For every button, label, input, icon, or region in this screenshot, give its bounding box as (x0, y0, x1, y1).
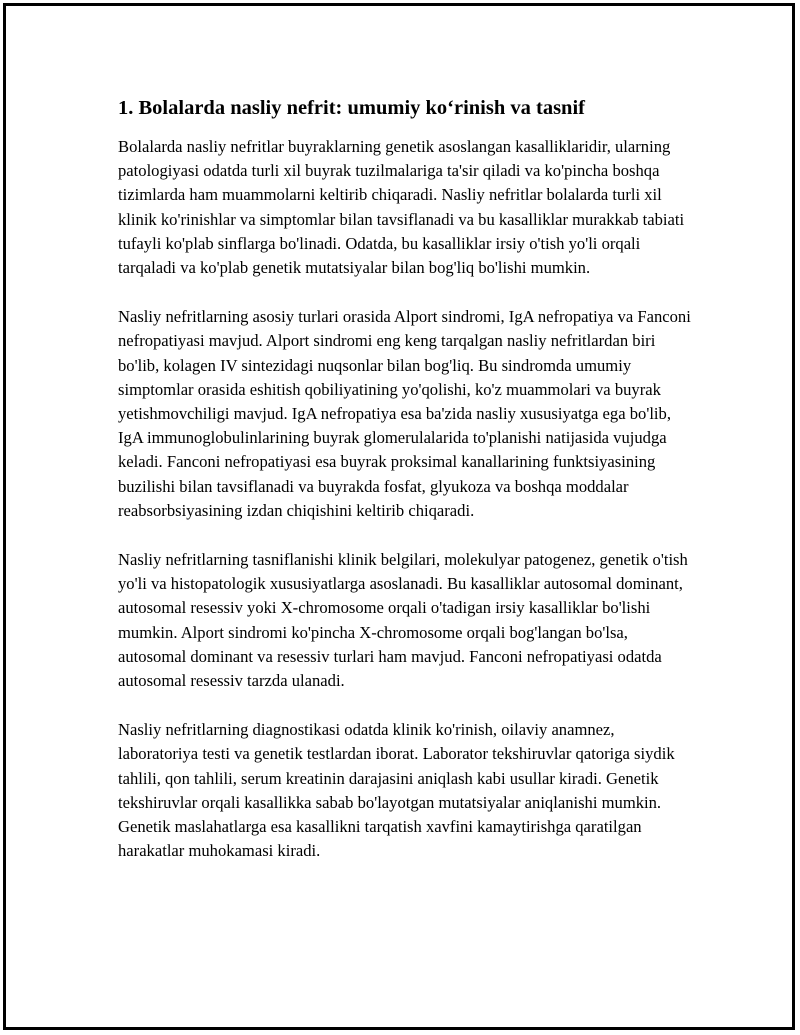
paragraph-types: Nasliy nefritlarning asosiy turlari orasida Alport sindromi, IgA nefropatiya va Fanconi nefropatiyasi mavjud. Alport sindromi eng keng tarqalgan nasliy nefritlardan biri bo'lib, kolagen IV sintezidagi nuqsonlar bilan bog'liq. Bu sindromda umumiy simptomlar orasida eshitish qobiliyatining yo'qolishi, ko'z muammolari va buyrak yetishmovchiligi mavjud. IgA nefropatiya esa ba'zida nasliy xususiyatga ega bo'lib, IgA immunoglobulinlarining buyrak glomerulalarida to'planishi natijasida vujudga keladi. Fanconi nefropatiyasi esa buyrak proksimal kanallarining funktsiyasining buzilishi bilan tavsiflanadi va buyrakda fosfat, glyukoza va boshqa moddalar reabsorbsiyasining izdan chiqishini keltirib chiqaradi. (118, 307, 691, 520)
paragraph-diagnostics: Nasliy nefritlarning diagnostikasi odatda klinik ko'rinish, oilaviy anamnez, laboratoriya testi va genetik testlardan iborat. Laborator tekshiruvlar qatoriga siydik tahlili, qon tahlili, serum kreatinin darajasini aniqlash kabi usullar kiradi. Genetik tekshiruvlar orqali kasallikka sabab bo'layotgan mutatsiyalar aniqlanishi mumkin. Genetik maslahatlarga esa kasallikni tarqatish xavfini kamaytirishga qaratilgan harakatlar muhokamasi kiradi. (118, 720, 675, 861)
paragraph-classification: Nasliy nefritlarning tasniflanishi klinik belgilari, molekulyar patogenez, genetik o'tish yo'li va histopatologik xususiyatlarga asoslanadi. Bu kasalliklar autosomal dominant, autosomal resessiv yoki X-chromosome orqali o'tadigan irsiy kasalliklar bo'lishi mumkin. Alport sindromi ko'pincha X-chromosome orqali bog'langan bo'lsa, autosomal dominant va resessiv turlari ham mavjud. Fanconi nefropatiyasi odatda autosomal resessiv tarzda ulanadi. (118, 550, 688, 691)
section-heading: 1. Bolalarda nasliy nefrit: umumiy ko‘rinish va tasnif (118, 97, 585, 119)
paragraph-intro: Bolalarda nasliy nefritlar buyraklarning genetik asoslangan kasalliklaridir, ularning patologiyasi odatda turli xil buyrak tuzilmalariga ta'sir qiladi va ko'pincha boshqa tizimlarda ham muammolarni keltirib chiqaradi. Nasliy nefritlar bolalarda turli xil klinik ko'rinishlar va simptomlar bilan tavsiflanadi va bu kasalliklar murakkab tabiati tufayli ko'plab sinflarga bo'linadi. Odatda, bu kasalliklar irsiy o'tish yo'li orqali tarqaladi va ko'plab genetik mutatsiyalar bilan bog'liq bo'lishi mumkin. (118, 137, 685, 278)
document-body (118, 94, 698, 888)
